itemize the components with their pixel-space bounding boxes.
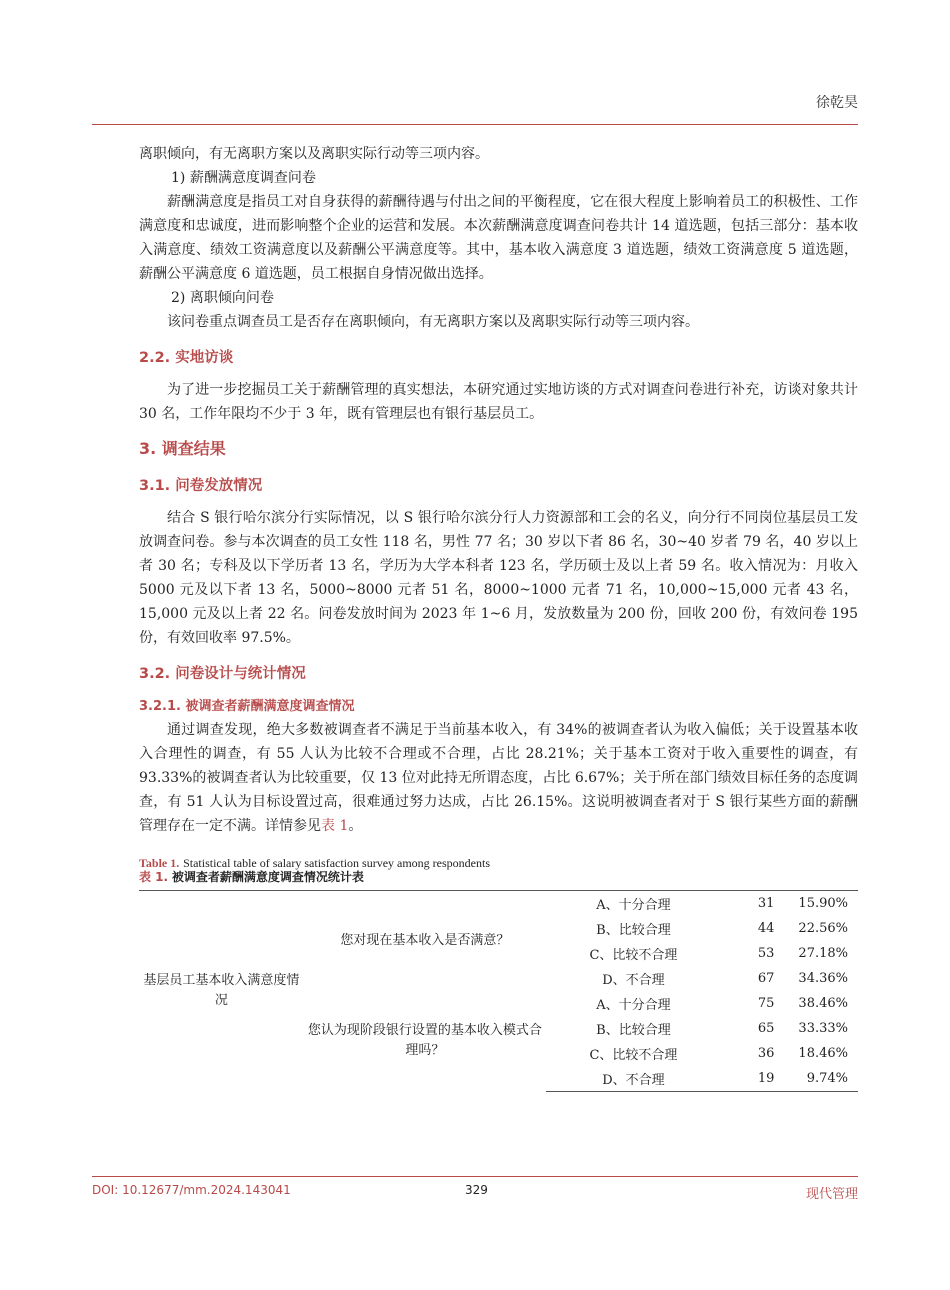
- question-cell: 您认为现阶段银行设置的基本收入模式合理吗？: [307, 1023, 542, 1059]
- count-cell: 44: [757, 921, 775, 936]
- percent-cell: 22.56%: [798, 921, 848, 936]
- paragraph-text: 通过调查发现，绝大多数被调查者不满足于当前基本收入，有 34%的被调查者认为收入偏低；关于设置基本收入合理性的调查，有 55 人认为比较不合理或不合理，占比 28.21%；关于基本工资对于收入重要性的调查，有 93.33%的被调查者认为比较重要，仅 13 位对此持无所谓态度，占比 6.67%；关于所在部门绩效目标任务的态度调查，有 51 人认为目标设置过高，很难通过努力达成，占比 26.15%。这说明被调查者对于 S 银行某些方面的薪酬管理存在一定不满。详情参见: [139, 722, 858, 834]
- footer-doi-link[interactable]: DOI: 10.12677/mm.2024.143041: [92, 1183, 291, 1197]
- footer-rule: [92, 1176, 858, 1177]
- paragraph: 离职倾向，有无离职方案以及离职实际行动等三项内容。: [139, 146, 489, 162]
- count-cell: 31: [721, 891, 785, 917]
- option-cell: B、比较合理: [596, 923, 671, 938]
- percent-cell: 18.46%: [798, 1046, 848, 1061]
- option-cell: D、不合理: [602, 973, 665, 988]
- paragraph: 该问卷重点调查员工是否存在离职倾向，有无离职方案以及离职实际行动等三项内容。: [167, 314, 699, 330]
- list-item: 2) 离职倾向问卷: [171, 290, 274, 306]
- footer-journal-name: 现代管理: [805, 1187, 858, 1202]
- count-cell: 65: [757, 1021, 775, 1036]
- paragraph: 薪酬满意度是指员工对自身获得的薪酬待遇与付出之间的平衡程度，它在很大程度上影响着员工的积极性、工作满意度和忠诚度，进而影响整个企业的运营和发展。本次薪酬满意度调查问卷共计 14 道选题，包括三部分：基本收入满意度、绩效工资满意度以及薪酬公平满意度等。其中，基本收入满意度 3 道选题，绩效工资满意度 5 道选题，薪酬公平满意度 6 道选题，员工根据自身情况做出选择。: [139, 194, 858, 282]
- option-cell: D、不合理: [546, 1066, 721, 1092]
- footer-page-number: 329: [465, 1183, 488, 1197]
- percent-cell: 15.90%: [784, 891, 858, 917]
- count-cell: 75: [757, 996, 775, 1011]
- table-caption-en: [139, 856, 858, 870]
- caption-label-zh: 表 1.: [139, 870, 169, 884]
- article-body: [139, 142, 858, 1092]
- percent-cell: 27.18%: [798, 946, 848, 961]
- question-cell: 您对现在基本收入是否满意？: [304, 891, 546, 992]
- caption-label-en: Table 1.: [139, 856, 180, 870]
- percent-cell: 38.46%: [798, 996, 848, 1011]
- paragraph: 为了进一步挖掘员工关于薪酬管理的真实想法，本研究通过实地访谈的方式对调查问卷进行补充，访谈对象共计 30 名，工作年限均不少于 3 年，既有管理层也有银行基层员工。: [139, 382, 858, 422]
- count-cell: 36: [757, 1046, 775, 1061]
- paragraph: [139, 718, 858, 838]
- count-cell: 19: [721, 1066, 785, 1092]
- list-item: 1) 薪酬满意度调查问卷: [171, 170, 316, 186]
- option-cell: B、比较合理: [596, 1023, 671, 1038]
- option-cell: C、比较不合理: [589, 948, 678, 963]
- percent-cell: 33.33%: [798, 1021, 848, 1036]
- percent-cell: 9.74%: [784, 1066, 858, 1092]
- category-cell: 基层员工基本收入满意度情况: [139, 891, 304, 1092]
- section-heading-3-1: 3.1. 问卷发放情况: [139, 478, 263, 494]
- option-cell: A、十分合理: [596, 998, 671, 1013]
- table-caption-zh: [139, 870, 858, 884]
- paragraph: 结合 S 银行哈尔滨分行实际情况，以 S 银行哈尔滨分行人力资源部和工会的名义，向分行不同岗位基层员工发放调查问卷。参与本次调查的员工女性 118 名，男性 77 名；30 岁以下者 86 名，30~40 岁者 79 名，40 岁以上者 30 名；专科及以下学历者 13 名，学历为大学本科者 123 名，学历硕士及以上者 59 名。收入情况为：月收入 5000 元及以下者 13 名，5000~8000 元者 51 名，8000~1000 元者 71 名，10,000~15,000 元者 43 名，15,000 元及以上者 22 名。问卷发放时间为 2023 年 1~6 月，发放数量为 200 份，回收 200 份，有效问卷 195 份，有效回收率 97.5%。: [139, 510, 858, 646]
- section-heading-3-2: 3.2. 问卷设计与统计情况: [139, 666, 306, 682]
- header-rule: [92, 124, 858, 125]
- section-heading-3-2-1: 3.2.1. 被调查者薪酬满意度调查情况: [139, 699, 355, 714]
- caption-text-zh: 被调查者薪酬满意度调查情况统计表: [171, 870, 364, 884]
- salary-satisfaction-table: [139, 890, 858, 1092]
- option-cell: C、比较不合理: [589, 1048, 678, 1063]
- section-heading-2-2: 2.2. 实地访谈: [139, 350, 234, 366]
- count-cell: 53: [757, 946, 775, 961]
- section-heading-3: 3. 调查结果: [139, 439, 226, 458]
- paragraph-text-end: 。: [348, 818, 363, 834]
- caption-text-en: Statistical table of salary satisfaction survey among respondents: [183, 856, 490, 870]
- table-reference-link[interactable]: 表 1: [321, 818, 349, 834]
- running-head-author: 徐乾昊: [816, 95, 858, 111]
- table-caption: [139, 856, 858, 884]
- table-row: [139, 891, 858, 917]
- count-cell: 67: [757, 971, 775, 986]
- option-cell: A、十分合理: [546, 891, 721, 917]
- percent-cell: 34.36%: [798, 971, 848, 986]
